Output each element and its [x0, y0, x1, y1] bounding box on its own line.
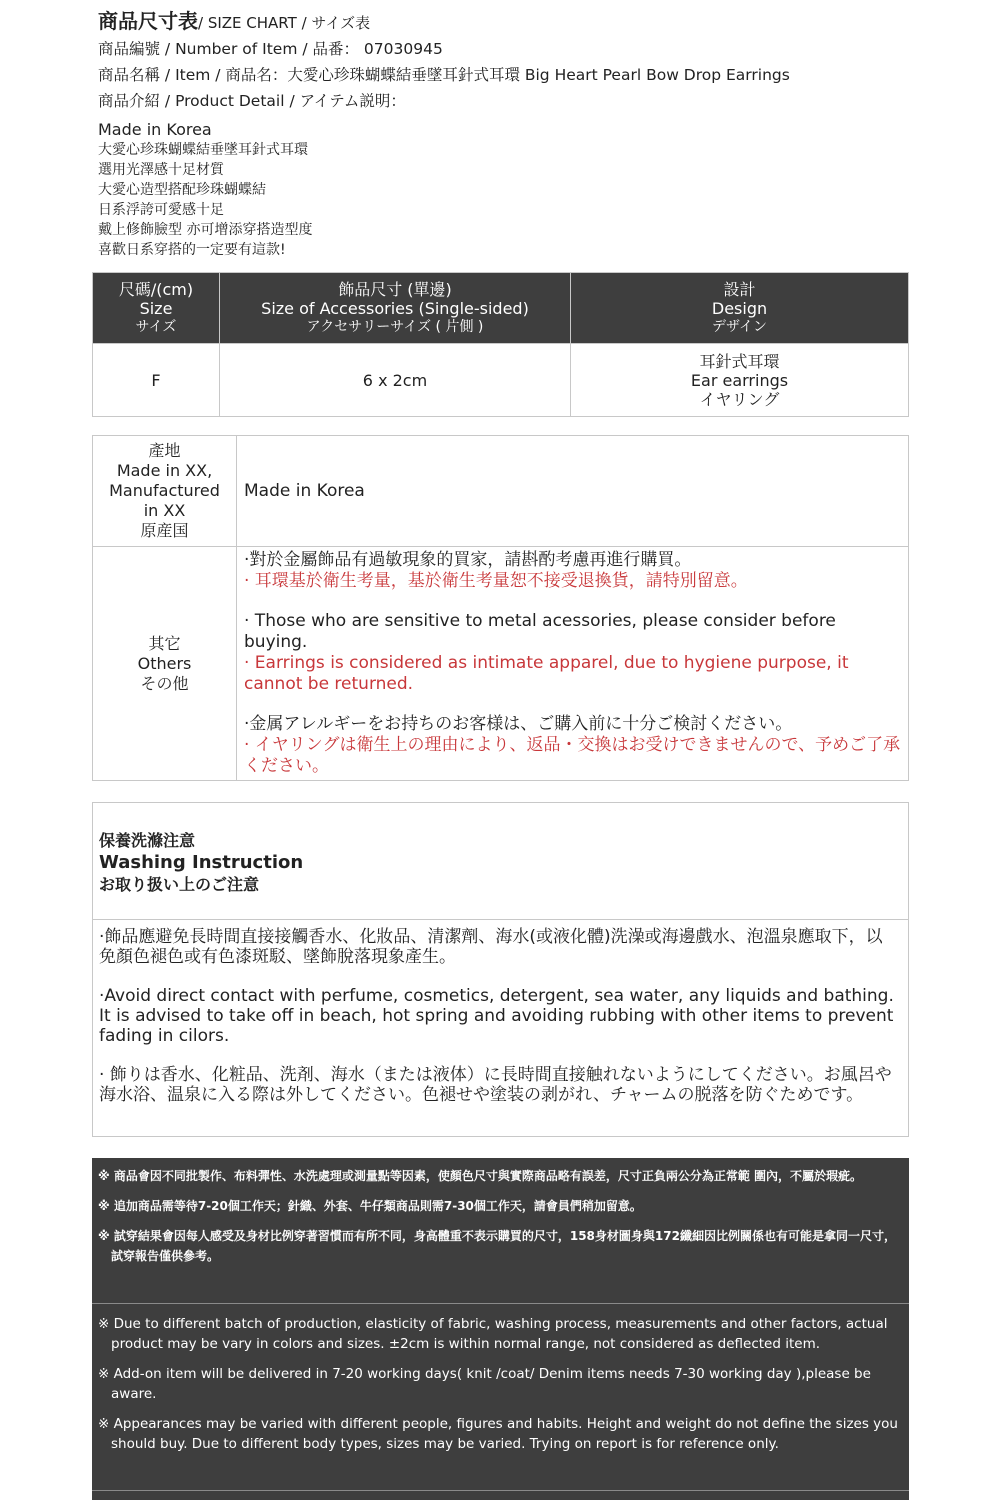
- header-accessory-size: [220, 273, 571, 344]
- description-line: 大愛心造型搭配珍珠蝴蝶結: [98, 182, 266, 198]
- title-rest: / SIZE CHART / サイズ表: [198, 14, 371, 32]
- origin-label-ja: 原産国: [140, 521, 189, 540]
- info-table: [92, 435, 909, 781]
- others-label-en: Others: [137, 653, 192, 673]
- note-zh-item: ※ 商品會因不同批製作、布料彈性、水洗處理或測量點等因素，使顏色尺寸與實際商品略有誤差，尺寸正負兩公分為正常範 圍內，不屬於瑕疵。: [98, 1169, 863, 1183]
- notes-en: [98, 1314, 903, 1464]
- page-header: [98, 8, 928, 260]
- others-label: [93, 547, 237, 781]
- washing-title: [99, 830, 303, 896]
- origin-row: [93, 436, 909, 547]
- note-en-item: ※ Add-on item will be delivered in 7-20 working days( knit /coat/ Denim items needs 7-30 working day ),please be aware.: [98, 1366, 871, 1402]
- origin-label-en-2: Manufactured: [109, 481, 220, 500]
- washing-zh: ·飾品應避免長時間直接接觸香水、化妝品、清潔劑、海水(或液化體)洗澡或海邊戲水、泡溫泉應取下，以免顏色褪色或有色漆斑駁、墜飾脫落現象產生。: [99, 927, 883, 967]
- notes-panel: [92, 1158, 909, 1500]
- description-line: 戴上修飾臉型 亦可增添穿搭造型度: [98, 222, 313, 238]
- washing-ja: · 飾りは香水、化粧品、洗剤、海水（または液体）に長時間直接触れないようにしてください。お風呂や海水浴、温泉に入る際は外してください。色褪せや塗装の剥がれ、チャームの脱落を防ぐためです。: [99, 1065, 892, 1105]
- title-strong: 商品尺寸表: [98, 9, 198, 33]
- header-design-zh: 設計: [723, 279, 756, 299]
- item-name: 商品名稱 / Item / 商品名：大愛心珍珠蝴蝶結垂墜耳針式耳環 Big Heart Pearl Bow Drop Earrings: [98, 66, 790, 84]
- origin-label-zh: 產地: [148, 441, 181, 460]
- others-value: [237, 547, 909, 781]
- notes-divider: [92, 1303, 909, 1304]
- washing-title-en: Washing Instruction: [99, 852, 304, 873]
- note-zh-item: ※ 追加商品需等待7-20個工作天；針織、外套、牛仔類商品則需7-30個工作天，請會員們稍加留意。: [98, 1199, 642, 1213]
- notes-zh: [98, 1166, 903, 1276]
- size-chart-title: [98, 8, 928, 36]
- others-label-ja: その他: [140, 673, 189, 693]
- item-number: 商品編號 / Number of Item / 品番： 07030945: [98, 40, 443, 58]
- description-line: 大愛心珍珠蝴蝶結垂墜耳針式耳環: [98, 142, 308, 158]
- design-value: [571, 344, 909, 417]
- others-zh-2: · 耳環基於衛生考量，基於衛生考量恕不接受退換貨，請特別留意。: [244, 571, 748, 591]
- header-size-ja: サイズ: [135, 318, 177, 335]
- product-detail-label: 商品介紹 / Product Detail / アイテム説明：: [98, 92, 406, 110]
- accessory-size-value: 6 x 2cm: [220, 344, 571, 417]
- description-line: 日系浮誇可愛感十足: [98, 202, 224, 218]
- others-en-2: · Earrings is considered as intimate apparel, due to hygiene purpose, it cannot be returned.: [244, 653, 849, 694]
- origin-label-en-1: Made in XX,: [116, 461, 213, 480]
- description-line: Made in Korea: [98, 120, 212, 139]
- header-size-en: Size: [139, 298, 173, 318]
- note-en-item: ※ Due to different batch of production, elasticity of fabric, washing process, measurements and other factors, actual product may be vary in colors and sizes. ±2cm is within normal range, not considered as deflected item.: [98, 1316, 888, 1352]
- size-table-header-row: [93, 273, 909, 344]
- header-accessory-zh: 飾品尺寸 (單邊): [338, 279, 452, 299]
- header-accessory-ja: アクセサリーサイズ ( 片側 ): [306, 318, 484, 335]
- washing-title-zh: 保養洗滌注意: [99, 831, 196, 850]
- design-zh: 耳針式耳環: [699, 351, 780, 371]
- others-label-zh: 其它: [148, 633, 181, 653]
- header-design-ja: デザイン: [711, 318, 768, 335]
- others-zh-1: ·對於金屬飾品有過敏現象的買家，請斟酌考慮再進行購買。: [244, 550, 692, 570]
- design-en: Ear earrings: [690, 370, 789, 390]
- table-row: [93, 344, 909, 417]
- note-en-item: ※ Appearances may be varied with different people, figures and habits. Height and weight do not define the sizes you should buy. Due to different body types, sizes may be varied. Trying on report is for reference only.: [98, 1416, 898, 1452]
- size-table: [92, 272, 909, 417]
- notes-bottom-divider: [92, 1490, 909, 1491]
- others-en-1: · Those who are sensitive to metal acessories, please consider before buying.: [244, 611, 836, 652]
- header-design: [571, 273, 909, 344]
- washing-en: ·Avoid direct contact with perfume, cosmetics, detergent, sea water, any liquids and bathing. It is advised to take off in beach, hot spring and avoiding rubbing with other items to prevent fading in cilors.: [99, 986, 894, 1046]
- size-value: F: [93, 344, 220, 417]
- washing-instruction-box: [92, 802, 909, 1137]
- description-line: 選用光澤感十足材質: [98, 162, 224, 178]
- washing-title-ja: お取り扱い上のご注意: [99, 875, 260, 894]
- header-design-en: Design: [711, 298, 768, 318]
- others-row: [93, 547, 909, 781]
- design-ja: イヤリング: [699, 389, 780, 409]
- description-line: 喜歡日系穿搭的一定要有這款!: [98, 242, 286, 258]
- others-ja-2: · イヤリングは衛生上の理由により、返品・交換はお受けできませんので、予めご了承ください。: [244, 735, 901, 776]
- header-size: [93, 273, 220, 344]
- product-description: [98, 120, 928, 260]
- header-accessory-en: Size of Accessories (Single-sided): [261, 298, 529, 318]
- washing-divider: [93, 919, 908, 920]
- washing-body: [99, 927, 899, 1105]
- others-ja-1: ·金属アレルギーをお持ちのお客様は、ご購入前に十分ご検討ください。: [244, 714, 793, 734]
- origin-label-en-3: in XX: [143, 501, 186, 520]
- note-zh-item: ※ 試穿結果會因每人感受及身材比例穿著習慣而有所不同，身高體重不表示購買的尺寸，158身材圖身與172纖細因比例關係也有可能是拿同一尺寸，試穿報告僅供參考。: [98, 1229, 896, 1263]
- header-size-zh: 尺碼/(cm): [118, 279, 194, 299]
- origin-label: [93, 436, 237, 547]
- origin-value: Made in Korea: [237, 436, 909, 547]
